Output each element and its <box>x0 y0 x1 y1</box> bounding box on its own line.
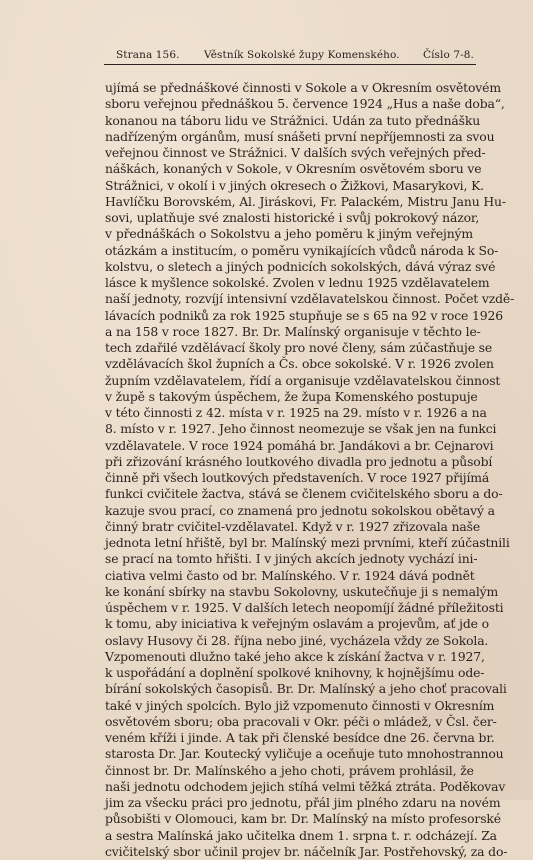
text-line: Vzpomenouti dlužno také jeho akce k získání žactva v r. 1927, <box>105 648 485 664</box>
text-line: 8. místo v r. 1927. Jeho činnost neomezuje se však jen na funkci <box>105 421 497 437</box>
text-line: ciativa velmi často od br. Malínského. V r. 1924 dává podnět <box>105 567 475 583</box>
text-line: v župě s takovým úspěchem, že župa Komenského postupuje <box>105 388 478 404</box>
text-line: bírání sokolských časopisů. Br. Dr. Malínský a jeho choť pracovali <box>105 681 507 697</box>
text-line: při zřizování krásného loutkového divadla pro jednotu a působí <box>105 453 493 469</box>
text-line: otázkám a institucím, o poměru vynikajících vůdců národa k So- <box>105 242 499 258</box>
article-body <box>105 80 515 860</box>
text-line: náškách, konaných v Sokole, v Okresním osvětovém sboru ve <box>105 161 482 177</box>
text-line: Strážnici, v okolí i v jiných okresech o Žižkovi, Masarykovi, K. <box>105 177 484 193</box>
text-line: kazuje svou prací, co znamená pro jednotu sokolskou obětavý a <box>105 502 495 518</box>
text-line: v této činnosti z 42. místa v r. 1925 na 29. místo v r. 1926 a na <box>105 405 487 420</box>
text-line: cvičitelský sbor učinil projev br. náčelník Jar. Postřehovský, za do- <box>105 843 508 859</box>
text-line: konanou na táboru lidu ve Strážnici. Udán za tuto přednášku <box>105 112 481 128</box>
text-line: k uspořádání a doplnění spolkové knihovny, k hojnějšímu ode- <box>105 665 485 680</box>
text-line: župním vzdělavatelem, řídí a organisuje vzdělavatelskou činnost <box>105 372 501 388</box>
text-line: ke konání sbírky na stavbu Sokolovny, uskutečňuje ji s nemalým <box>105 583 499 599</box>
text-line: sovi, uplatňuje své znalosti historické i svůj pokrokový názor, <box>105 210 480 225</box>
text-line: naši jednotu odchodem jejich stíhá velmi těžká ztráta. Poděkovav <box>105 778 506 794</box>
text-line: činnost br. Dr. Malínského a jeho choti, právem prohlásil, že <box>105 762 474 778</box>
text-line: lávacích podniků za rok 1925 stupňuje se s 65 na 92 v roce 1926 <box>105 307 503 323</box>
text-line: jim za všecku práci pro jednotu, přál jim plného zdaru na novém <box>105 795 501 810</box>
text-line: naší jednoty, rozvíjí intensivní vzdělavatelskou činnost. Počet vzdě- <box>105 291 515 307</box>
text-line: se prací na tomto hřišti. I v jiných akcích jednoty vychází ini- <box>105 551 478 567</box>
text-line: oslavy Husovy či 28. října nebo jiné, vycházela vždy ze Sokola. <box>105 632 489 648</box>
text-line: jednota letní hřiště, byl br. Malínský mezi prvními, kteří zúčastnili <box>105 535 510 550</box>
page-number: Strana 156. <box>116 49 180 61</box>
text-line: činný bratr cvičitel-vzdělavatel. Když v r. 1927 zřizovala naše <box>105 518 481 534</box>
text-line: veném kříži i jinde. A tak při členské besídce dne 26. června br. <box>105 730 495 745</box>
text-line: a sestra Malínská jako učitelka dnem 1. srpna t. r. odcházejí. Za <box>105 827 497 843</box>
text-line: působišti v Olomouci, kam br. Dr. Malínský na místo profesorské <box>105 811 501 827</box>
text-line: úspěchem v r. 1925. V dalších letech neopomíjí žádné příležitosti <box>105 600 504 615</box>
header-rule <box>104 64 476 65</box>
text-line: činně při všech loutkových představeních. V roce 1927 přijímá <box>105 470 490 485</box>
text-line: také v jiných spolcích. Bylo již vzpomenuto činnosti v Okresním <box>105 697 495 713</box>
journal-title: Věstník Sokolské župy Komenského. <box>204 49 400 61</box>
text-line: nadřízeným orgánům, musí snášeti první nepříjemnosti za svou <box>105 128 495 144</box>
issue-number: Číslo 7-8. <box>422 49 474 61</box>
text-line: funkci cvičitele žactva, stává se členem cvičitelského sboru a do- <box>105 486 503 502</box>
text-line: Havlíčku Borovském, Al. Jiráskovi, Fr. Palackém, Mistru Janu Hu- <box>105 193 506 209</box>
text-line: vzdělavatele. V roce 1924 pomáhá br. Jandákovi a br. Cejnarovi <box>105 437 494 453</box>
text-line: sboru veřejnou přednáškou 5. července 1924 „Hus a naše doba“, <box>105 96 505 112</box>
text-line: a na 158 v roce 1827. Br. Dr. Malínský organisuje v těchto le- <box>105 323 481 339</box>
text-line: starosta Dr. Jar. Koutecký vyličuje a oceňuje tuto mnohostrannou <box>105 746 504 762</box>
text-line: vzdělávacích škol župních a Čs. obce sokolské. V r. 1926 zvolen <box>105 356 494 372</box>
text-line: osvětovém sboru; oba pracovali v Okr. péči o mládež, v Čsl. čer- <box>105 713 497 729</box>
text-line: veřejnou činnost ve Strážnici. V dalších svých veřejných před- <box>105 145 486 160</box>
text-line: tech zdařilé vzdělávací školy pro nové členy, sám zúčastňuje se <box>105 340 493 355</box>
text-line: lásce k myšlence sokolské. Zvolen v lednu 1925 vzdělavatelem <box>105 275 490 290</box>
text-line: v přednáškách o Sokolstvu a jeho poměru k jiným veřejným <box>105 226 473 242</box>
text-line: kolstvu, o sletech a jiných podnicích sokolských, dává výraz své <box>105 258 496 274</box>
text-line: k tomu, aby iniciativa k veřejným oslavám a projevům, ať jde o <box>105 616 489 632</box>
text-line: ujímá se přednáškové činnosti v Sokole a v Okresním osvětovém <box>105 80 501 95</box>
